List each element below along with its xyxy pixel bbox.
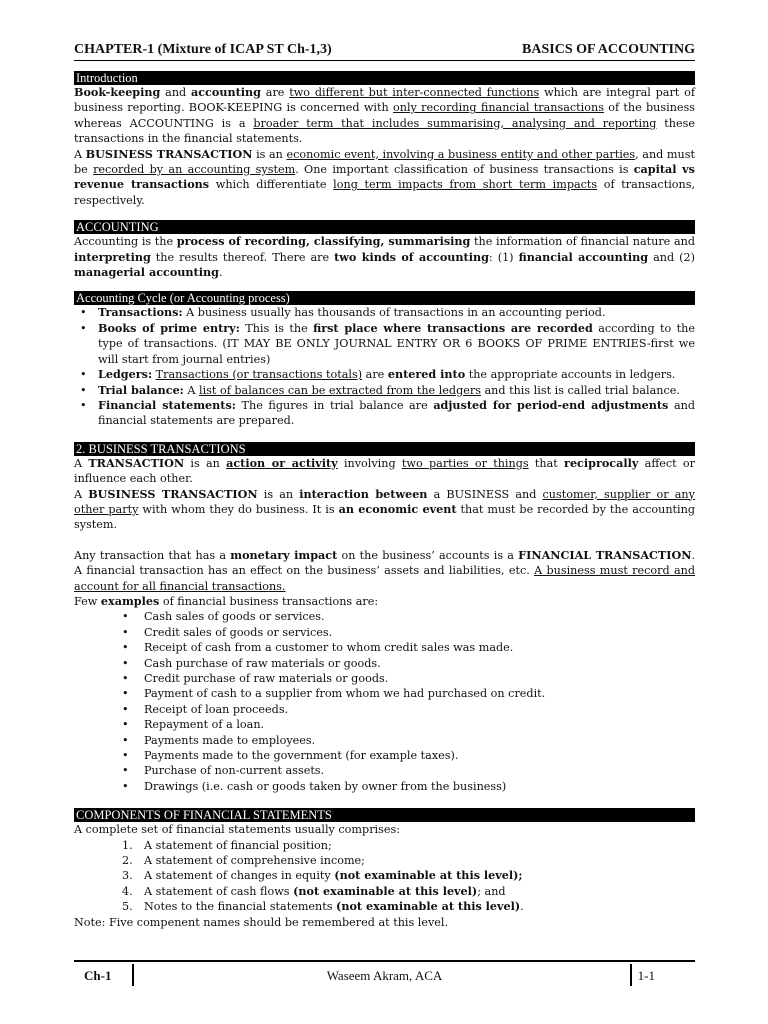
list-item: • Payments made to the government (for example taxes). xyxy=(144,748,695,763)
list-item xyxy=(98,321,695,367)
text-run: interpreting xyxy=(74,249,151,264)
list-item: • Receipt of loan proceeds. xyxy=(144,702,695,717)
text-run: . xyxy=(218,266,223,280)
list-item xyxy=(122,899,695,914)
list-item: • Credit sales of goods or services. xyxy=(144,625,695,640)
text-run: : (1) xyxy=(488,250,519,264)
text-run: list of balances can be extracted from the ledgers xyxy=(199,383,481,397)
list-number: 4. xyxy=(122,884,133,898)
text-run: A statement of cash flows xyxy=(144,884,294,898)
text-run: an economic event xyxy=(338,501,457,516)
text-run: entered into xyxy=(387,367,466,382)
list-item xyxy=(98,367,695,382)
text-run: A xyxy=(74,147,86,161)
list-item xyxy=(122,868,695,883)
list-number: 1. xyxy=(122,838,133,852)
text-run: capital vs revenue transactions xyxy=(74,162,695,192)
list-item: • Credit purchase of raw materials or goods. xyxy=(144,671,695,686)
text-run: BUSINESS TRANSACTION xyxy=(88,486,258,501)
text-run: Few xyxy=(74,594,101,608)
text-run: involving xyxy=(337,456,402,470)
text-run: A business usually has thousands of transactions in an accounting period. xyxy=(182,306,606,320)
list-item: • Payment of cash to a supplier from whom we had purchased on credit. xyxy=(144,686,695,701)
list-item: • Cash purchase of raw materials or goods. xyxy=(144,656,695,671)
text-run: A business must record and account for all financial transactions. xyxy=(74,564,695,593)
text-run: A xyxy=(74,487,89,501)
text-run: ; and xyxy=(477,884,506,898)
list-number: 5. xyxy=(122,900,133,914)
section-heading-accounting: ACCOUNTING xyxy=(74,220,695,234)
text-run: (not examinable at this level) xyxy=(293,883,478,898)
text-run: (not examinable at this level); xyxy=(334,868,523,883)
text-run: and (2) xyxy=(648,250,696,264)
text-run: A xyxy=(74,456,89,470)
text-run: This is the xyxy=(239,321,314,335)
text-run: Ledgers: xyxy=(98,367,153,382)
footer-divider-right xyxy=(630,964,632,986)
text-run: interaction between xyxy=(299,486,428,501)
footer-author: Waseem Akram, ACA xyxy=(326,968,443,983)
text-run: financial accounting xyxy=(518,249,649,264)
text-run: Transactions: xyxy=(98,305,183,320)
list-item: • Receipt of cash from a customer to whom credit sales was made. xyxy=(144,640,695,655)
accounting-paragraph xyxy=(74,234,695,280)
text-run: action or activity xyxy=(226,455,338,470)
text-run: economic event, involving a business entity and other parties xyxy=(286,147,636,161)
financial-transaction-paragraph xyxy=(74,548,695,594)
text-run: The figures in trial balance are xyxy=(235,398,434,412)
subject-title: BASICS OF ACCOUNTING xyxy=(522,42,695,57)
text-run: Any transaction that has a xyxy=(74,548,231,562)
text-run: recorded by an accounting system xyxy=(93,163,296,177)
text-run: affect or influence each other. xyxy=(74,456,696,486)
list-item xyxy=(98,305,695,320)
text-run: long term impacts from short term impacts xyxy=(333,178,598,192)
text-run: of transactions, respectively. xyxy=(74,178,696,207)
text-run: BUSINESS TRANSACTION xyxy=(85,146,253,161)
text-run: with whom they do business. It is xyxy=(138,502,339,516)
text-run: FINANCIAL TRANSACTION xyxy=(518,547,692,562)
text-run: according to the type of transactions. (IT MAY BE ONLY JOURNAL ENTRY OR 6 BOOKS OF PRIME ENTRIES-first we will start from journal entries) xyxy=(98,321,696,366)
text-run: Financial statements: xyxy=(98,397,236,412)
text-run: A statement of changes in equity xyxy=(144,869,335,883)
section-heading-components: COMPONENTS OF FINANCIAL STATEMENTS xyxy=(74,808,695,822)
list-item: • Cash sales of goods or services. xyxy=(144,609,695,624)
examples-intro xyxy=(74,594,695,609)
text-run: are xyxy=(362,368,388,382)
list-number: 3. xyxy=(122,869,133,883)
text-run: on the business’ accounts is a xyxy=(337,548,519,562)
text-run: managerial accounting xyxy=(74,265,219,280)
text-run: and xyxy=(160,86,191,99)
list-item xyxy=(122,883,695,899)
list-item: • Drawings (i.e. cash or goods taken by owner from the business) xyxy=(144,779,695,794)
page-footer xyxy=(74,960,695,988)
text-run: which differentiate xyxy=(209,178,334,192)
transaction-paragraph xyxy=(74,456,695,487)
components-note: Note: Five compenent names should be remembered at this level. xyxy=(74,915,449,929)
text-run: of financial business transactions are: xyxy=(159,594,379,608)
business-transaction-paragraph xyxy=(74,487,695,533)
accounting-cycle-list xyxy=(74,305,695,428)
text-run: examples xyxy=(100,593,160,608)
text-run: A xyxy=(183,383,200,397)
text-run: Transactions (or transactions totals) xyxy=(155,368,363,382)
text-run: is an xyxy=(252,147,287,161)
text-run: . A financial transaction has an effect on the business’ assets and liabilities, etc. xyxy=(74,548,695,578)
components-intro: A complete set of financial statements usually comprises: xyxy=(74,823,400,837)
list-item xyxy=(98,398,695,429)
intro-paragraph-2 xyxy=(74,147,695,209)
text-run: TRANSACTION xyxy=(88,455,185,470)
list-item: • Repayment of a loan. xyxy=(144,717,695,732)
text-run: Notes to the financial statements xyxy=(144,900,337,914)
list-number: 2. xyxy=(122,854,133,868)
text-run: that must be recorded by the accounting system. xyxy=(74,502,695,532)
text-run: these transactions in the financial statements. xyxy=(74,116,695,146)
text-run: are xyxy=(260,86,290,99)
page-header xyxy=(74,40,695,61)
text-run: which are integral part of business reporting. BOOK-KEEPING is concerned with xyxy=(74,86,695,115)
text-run: two parties or things xyxy=(401,456,529,470)
text-run: the appropriate accounts in ledgers. xyxy=(465,368,676,382)
text-run: is an xyxy=(184,456,227,470)
text-run: reciprocally xyxy=(564,455,639,470)
section-heading-accounting-cycle: Accounting Cycle (or Accounting process) xyxy=(74,291,695,305)
text-run: . xyxy=(520,900,524,914)
text-run: A statement of comprehensive income; xyxy=(144,854,365,868)
text-run: only recording financial transactions xyxy=(393,101,604,115)
text-run: two different but inter-connected functions xyxy=(289,86,540,99)
text-run: is an xyxy=(257,487,300,501)
text-run: Books of prime entry: xyxy=(98,320,240,335)
text-run: A statement of financial position; xyxy=(144,838,332,852)
components-list xyxy=(74,838,695,915)
list-item: • Purchase of non-current assets. xyxy=(144,763,695,778)
list-item: • Payments made to employees. xyxy=(144,733,695,748)
text-run: broader term that includes summarising, analysing and reporting xyxy=(253,116,657,130)
footer-chapter: Ch-1 xyxy=(84,968,112,983)
paragraph-gap xyxy=(74,533,695,548)
intro-paragraph-1 xyxy=(74,85,695,147)
text-run: of the business whereas ACCOUNTING is a xyxy=(74,101,695,130)
text-run: Trial balance: xyxy=(98,382,184,397)
text-run: Accounting is the xyxy=(74,235,177,249)
text-run: two kinds of accounting xyxy=(334,249,489,264)
text-run: , and must be xyxy=(74,147,695,177)
list-item xyxy=(122,853,695,868)
text-run: first place where transactions are recorded xyxy=(313,320,593,335)
text-run: monetary impact xyxy=(230,547,338,562)
text-run: that xyxy=(528,456,565,470)
text-run: . One important classification of business transactions is xyxy=(295,163,634,177)
text-run: Book-keeping xyxy=(74,85,161,99)
examples-list xyxy=(74,609,695,794)
footer-page-number: 1-1 xyxy=(637,968,655,983)
text-run: the information of financial nature and xyxy=(470,235,695,249)
text-run: the results thereof. There are xyxy=(150,250,335,264)
section-heading-introduction: Introduction xyxy=(74,71,695,85)
list-item xyxy=(98,383,695,398)
text-run: and financial statements are prepared. xyxy=(98,398,696,428)
text-run: customer, supplier or any other party xyxy=(74,487,695,516)
text-run: and this list is called trial balance. xyxy=(480,383,680,397)
chapter-title: CHAPTER-1 (Mixture of ICAP ST Ch-1,3) xyxy=(74,42,332,57)
text-run: adjusted for period-end adjustments xyxy=(433,397,669,412)
list-item xyxy=(122,838,695,853)
section-heading-business-transactions: 2. BUSINESS TRANSACTIONS xyxy=(74,442,695,456)
document-page xyxy=(74,40,695,930)
text-run: a BUSINESS and xyxy=(427,487,543,501)
text-run: process of recording, classifying, summarising xyxy=(176,234,471,249)
text-run: (not examinable at this level) xyxy=(336,899,521,914)
text-run: accounting xyxy=(191,85,261,99)
